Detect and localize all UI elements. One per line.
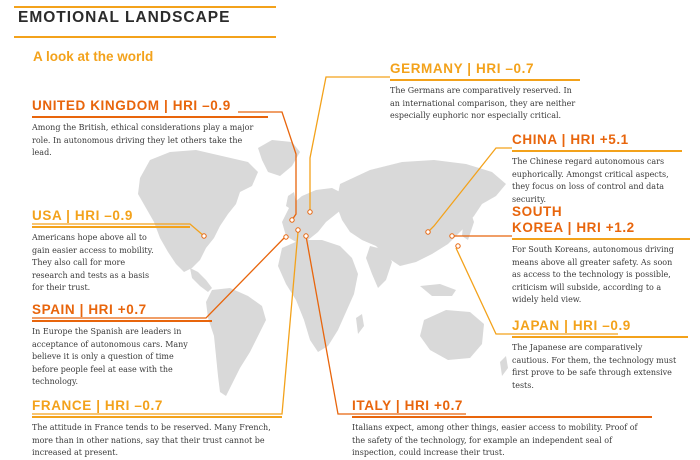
south-korea-block — [512, 204, 690, 307]
spain-block — [32, 302, 212, 389]
new-zealand-shape — [500, 356, 508, 376]
se-asia-islands-shape — [420, 284, 456, 296]
south-korea-heading-line2: KOREA | HRI +1.2 — [512, 220, 635, 235]
china-pin — [426, 230, 430, 234]
japan-rule — [512, 336, 688, 338]
usa-text: Americans hope above all to gain easier access to mobility. They also call for more research and tests as a basis for their trust. — [32, 233, 154, 293]
australia-shape — [420, 310, 484, 360]
spain-pin — [284, 235, 288, 239]
japan-block — [512, 318, 688, 392]
france-block — [32, 398, 282, 460]
south-korea-pin — [450, 234, 454, 238]
usa-block — [32, 208, 190, 295]
south-korea-heading-line1: SOUTH — [512, 204, 563, 219]
central-america-shape — [190, 268, 212, 292]
uk-block — [32, 98, 268, 160]
page-title: EMOTIONAL LANDSCAPE — [18, 9, 231, 26]
italy-text: Italians expect, among other things, easier access to mobility. Proof of the safety of the technology, for example an independent seal of inspection, could increase their trust. — [352, 423, 638, 458]
france-text: The attitude in France tends to be reserved. Many French, more than in other nations, say that their trust cannot be increased at present. — [32, 423, 271, 458]
germany-heading: GERMANY | HRI –0.7 — [390, 61, 535, 76]
germany-block — [390, 61, 580, 123]
spain-heading: SPAIN | HRI +0.7 — [32, 302, 147, 317]
china-heading: CHINA | HRI +5.1 — [512, 132, 629, 147]
france-heading: FRANCE | HRI –0.7 — [32, 398, 164, 413]
china-rule — [512, 150, 682, 152]
germany-rule — [390, 79, 580, 81]
germany-text: The Germans are comparatively reserved. In an international comparison, they are neither especially euphoric nor especially critical. — [390, 86, 576, 121]
usa-heading: USA | HRI –0.9 — [32, 208, 133, 223]
japan-pin — [456, 244, 460, 248]
uk-pin — [290, 218, 294, 222]
italy-rule — [352, 416, 652, 418]
japan-heading: JAPAN | HRI –0.9 — [512, 318, 631, 333]
usa-rule — [32, 226, 190, 228]
china-block — [512, 132, 682, 206]
south-america-shape — [206, 288, 266, 396]
asia-shape — [336, 160, 506, 266]
japan-text: The Japanese are comparatively cautious. For them, the technology must first prove to be safe through extensive tests. — [512, 343, 677, 390]
italy-pin — [304, 234, 308, 238]
france-pin — [296, 228, 300, 232]
uk-rule — [32, 116, 268, 118]
france-rule — [32, 416, 282, 418]
uk-text: Among the British, ethical considerations play a major role. In autonomous driving they let others take the lead. — [32, 123, 254, 158]
africa-shape — [278, 240, 358, 352]
spain-text: In Europe the Spanish are leaders in acceptance of autonomous cars. Many believe it is only a question of time before people feel at ease with the technology. — [32, 327, 188, 387]
page-subtitle: A look at the world — [33, 49, 154, 64]
italy-block — [352, 398, 652, 460]
uk-heading: UNITED KINGDOM | HRI –0.9 — [32, 98, 231, 113]
spain-rule — [32, 320, 212, 322]
south-korea-text: For South Koreans, autonomous driving means above all greater safety. As soon as access to the technology is possible, criticism will subside, according to a widely held view. — [512, 245, 674, 305]
germany-pin — [308, 210, 312, 214]
south-korea-rule — [512, 238, 690, 240]
italy-heading: ITALY | HRI +0.7 — [352, 398, 464, 413]
madagascar-shape — [356, 314, 364, 334]
usa-pin — [202, 234, 206, 238]
china-text: The Chinese regard autonomous cars euphorically. Amongst critical aspects, they focus on loss of control and data security. — [512, 157, 669, 204]
